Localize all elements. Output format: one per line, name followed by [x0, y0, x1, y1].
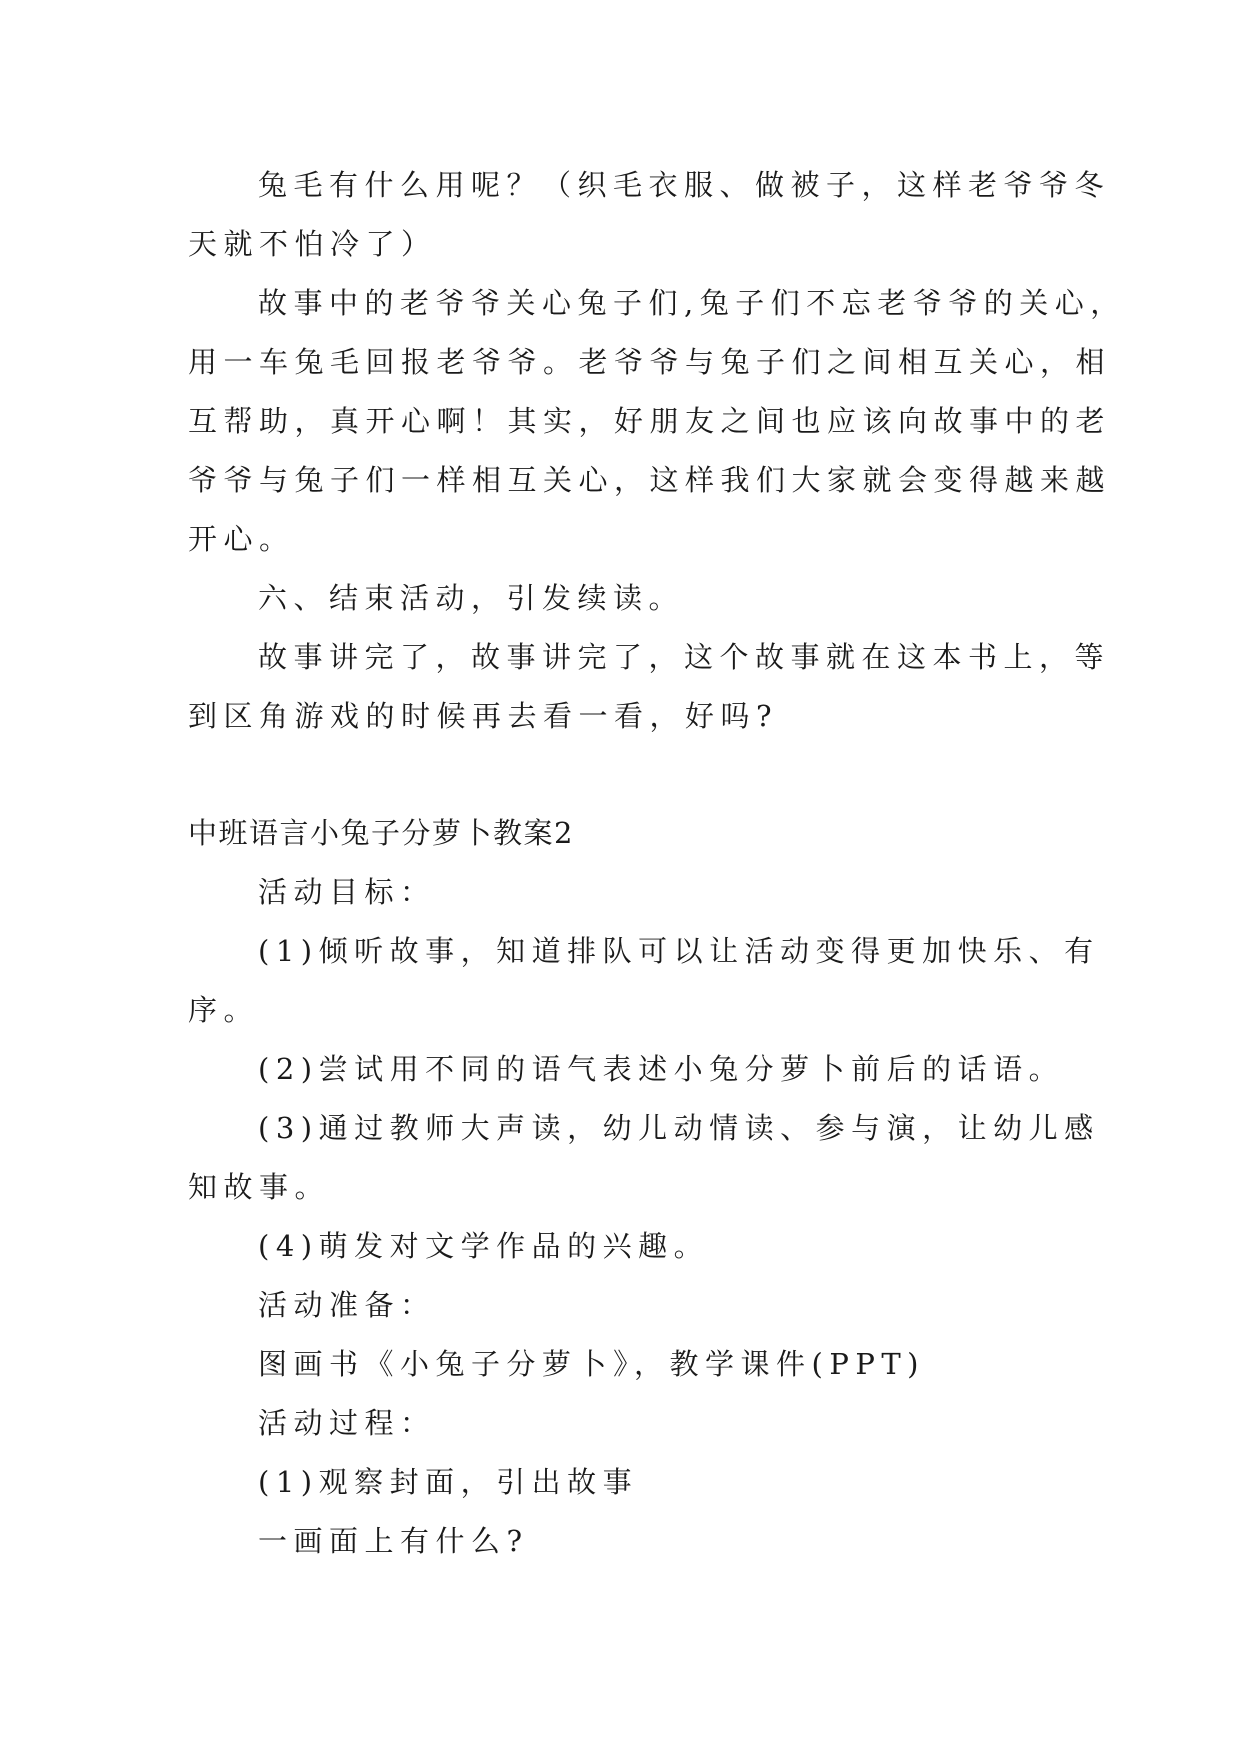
- section-title: 中班语言小兔子分萝卜教案2: [188, 816, 574, 850]
- goal-item: (3)通过教师大声读，幼儿动情读、参与演，让幼儿感: [258, 1111, 1100, 1145]
- prep-label: 活动准备：: [258, 1288, 436, 1322]
- process-step: (1)观察封面，引出故事: [258, 1465, 639, 1499]
- goal-item: (1)倾听故事，知道排队可以让活动变得更加快乐、有: [258, 934, 1100, 968]
- paragraph-line: 开心。: [188, 522, 295, 556]
- process-label: 活动过程：: [258, 1406, 436, 1440]
- paragraph-line: 六、结束活动，引发续读。: [258, 581, 685, 615]
- paragraph-line: 兔毛有什么用呢？（织毛衣服、做被子，这样老爷爷冬: [258, 168, 1111, 202]
- paragraph-line: 爷爷与兔子们一样相互关心，这样我们大家就会变得越来越: [188, 463, 1112, 497]
- paragraph-line: 到区角游戏的时候再去看一看，好吗?: [188, 699, 779, 733]
- prep-text: 图画书《小兔子分萝卜》，教学课件(PPT): [258, 1347, 925, 1381]
- goal-item: (2)尝试用不同的语气表述小兔分萝卜前后的话语。: [258, 1052, 1065, 1086]
- goal-item: 知故事。: [188, 1170, 331, 1204]
- process-question: 一画面上有什么?: [258, 1524, 529, 1558]
- paragraph-line: 故事中的老爷爷关心兔子们,兔子们不忘老爷爷的关心，: [258, 286, 1126, 320]
- goal-item: 序。: [188, 993, 260, 1027]
- paragraph-line: 互帮助，真开心啊！其实，好朋友之间也应该向故事中的老: [188, 404, 1112, 438]
- goal-item: (4)萌发对文学作品的兴趣。: [258, 1229, 710, 1263]
- paragraph-line: 故事讲完了，故事讲完了，这个故事就在这本书上，等: [258, 640, 1111, 674]
- paragraph-line: 用一车兔毛回报老爷爷。老爷爷与兔子们之间相互关心，相: [188, 345, 1112, 379]
- goal-label: 活动目标：: [258, 875, 436, 909]
- paragraph-line: 天就不怕冷了）: [188, 227, 437, 261]
